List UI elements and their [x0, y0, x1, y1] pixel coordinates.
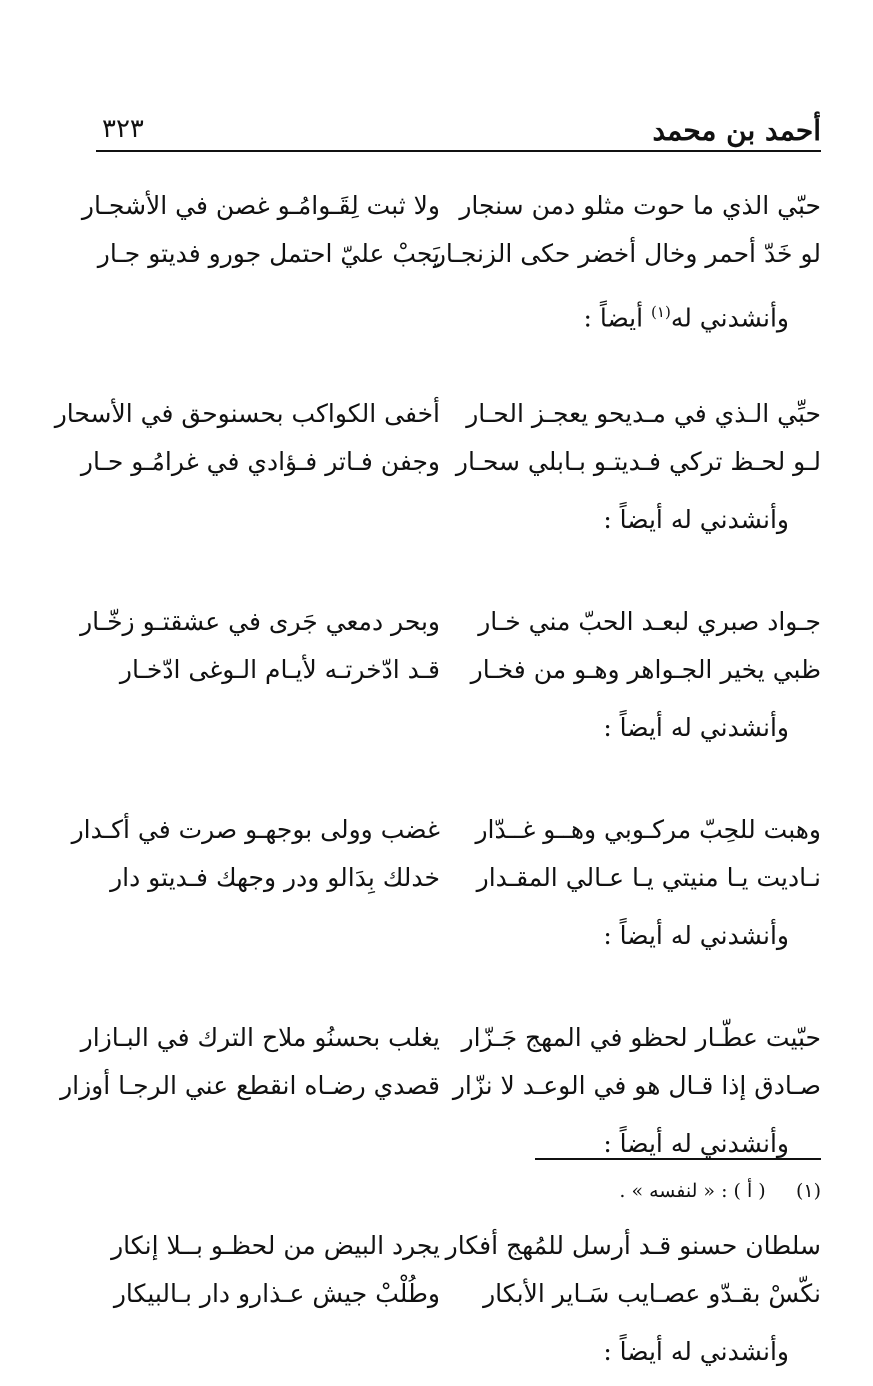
page-header	[96, 110, 821, 152]
verse-row	[97, 230, 821, 278]
poem-content	[54, 182, 821, 1386]
first-hemistich: صـادق إذا قـال هو في الوعـد لا نزّار	[452, 1071, 821, 1100]
second-hemistich: أخفى الكواكب بحسنوحق في الأسحار	[54, 399, 440, 428]
verse-row	[54, 390, 821, 438]
recitation-intro: وأنشدني له أيضاً :	[603, 713, 789, 742]
verse-row	[80, 1014, 821, 1062]
second-hemistich: ولا ثبت لِقَـوامُـو غصن في الأشجـار	[81, 191, 440, 220]
stanza-2	[54, 390, 821, 554]
stanza-6	[100, 1222, 821, 1386]
second-hemistich: خدلك بِدَالو ودر وجهك فـديتو دار	[110, 863, 440, 892]
intro-text: وأنشدني له	[670, 303, 789, 333]
first-hemistich: حبّيت عطّـار لحظو في المهج جَـزّار	[461, 1023, 821, 1052]
footnote	[619, 1180, 821, 1202]
stanza-gap	[100, 554, 821, 598]
stanza-4	[71, 806, 821, 970]
verse-row	[100, 1270, 821, 1318]
second-hemistich: غضب وولى بوجهـو صرت في أكـدار	[71, 815, 440, 844]
verse-row	[80, 438, 821, 486]
verse-row	[100, 1222, 821, 1270]
first-hemistich: وهبت للحِبّ مركـوبي وهــو غــدّار	[475, 815, 821, 844]
footnote-text: ( أ ) : « لنفسه » .	[619, 1180, 766, 1202]
verse-row	[71, 806, 821, 854]
first-hemistich: حبِّي الـذي في مـديحو يعجـز الحـار	[466, 399, 821, 428]
footnote-divider	[535, 1158, 821, 1160]
verse-row	[100, 854, 821, 902]
intro-text-tail: أيضاً :	[583, 303, 652, 333]
first-hemistich: جـواد صبري لبعـد الحبّ مني خـار	[478, 607, 821, 636]
first-hemistich: حبّي الذي ما حوت مثلو دمن سنجار	[459, 191, 821, 220]
first-hemistich: نكّسْ بقـدّو عصـايب سَـاير الأبكار	[483, 1279, 821, 1308]
stanza-1	[81, 182, 821, 346]
stanza-gap	[100, 346, 821, 390]
running-title: أحمد بن محمد	[652, 114, 821, 147]
stanza-3	[80, 598, 821, 762]
first-hemistich: سلطان حسنو قـد أرسل للمُهج أفكار	[445, 1231, 821, 1260]
recitation-intro: وأنشدني له أيضاً :	[603, 505, 789, 534]
recitation-intro: وأنشدني له أيضاً :	[603, 1129, 789, 1158]
recitation-intro: وأنشدني له أيضاً :	[603, 1337, 789, 1366]
recitation-intro	[100, 278, 821, 346]
stanza-gap	[100, 970, 821, 1014]
verse-row	[60, 1062, 821, 1110]
second-hemistich: يَجبْ عليّ احتمل جورو فديتو جـار	[97, 239, 440, 268]
second-hemistich: وبحر دمعي جَرى في عشقتـو زخّـار	[80, 607, 440, 636]
second-hemistich: وجفن فـاتر فـؤادي في غرامُـو حـار	[80, 447, 440, 476]
second-hemistich: قصدي رضـاه انقطع عني الرجـا أوزار	[60, 1071, 440, 1100]
first-hemistich: نـاديت يـا منيتي يـا عـالي المقـدار	[476, 863, 821, 892]
footnote-reference: (١)	[651, 303, 671, 321]
recitation-intro: وأنشدني له أيضاً :	[603, 921, 789, 950]
stanza-gap	[100, 762, 821, 806]
second-hemistich: يغلب بحسنُو ملاح الترك في البـازار	[80, 1023, 440, 1052]
first-hemistich: ظبي يخير الجـواهر وهـو من فخـار	[470, 655, 821, 684]
page-number: ٣٢٣	[102, 114, 144, 144]
verse-row	[81, 182, 821, 230]
second-hemistich: يجرد البيض من لحظـو بــلا إنكار	[111, 1231, 440, 1260]
verse-row	[100, 646, 821, 694]
second-hemistich: وطُلْبْ جيش عـذارو دار بـالبيكار	[113, 1279, 440, 1308]
first-hemistich: لـو لحـظ تركي فـديتـو بـابلي سحـار	[455, 447, 821, 476]
first-hemistich: لو خَدّ أحمر وخال أخضر حكى الزنجـار	[433, 239, 821, 268]
verse-row	[80, 598, 821, 646]
second-hemistich: قـد ادّخرتـه لأيـام الـوغى ادّخـار	[119, 655, 440, 684]
stanza-5	[60, 1014, 821, 1178]
footnote-marker: (١)	[795, 1180, 821, 1202]
